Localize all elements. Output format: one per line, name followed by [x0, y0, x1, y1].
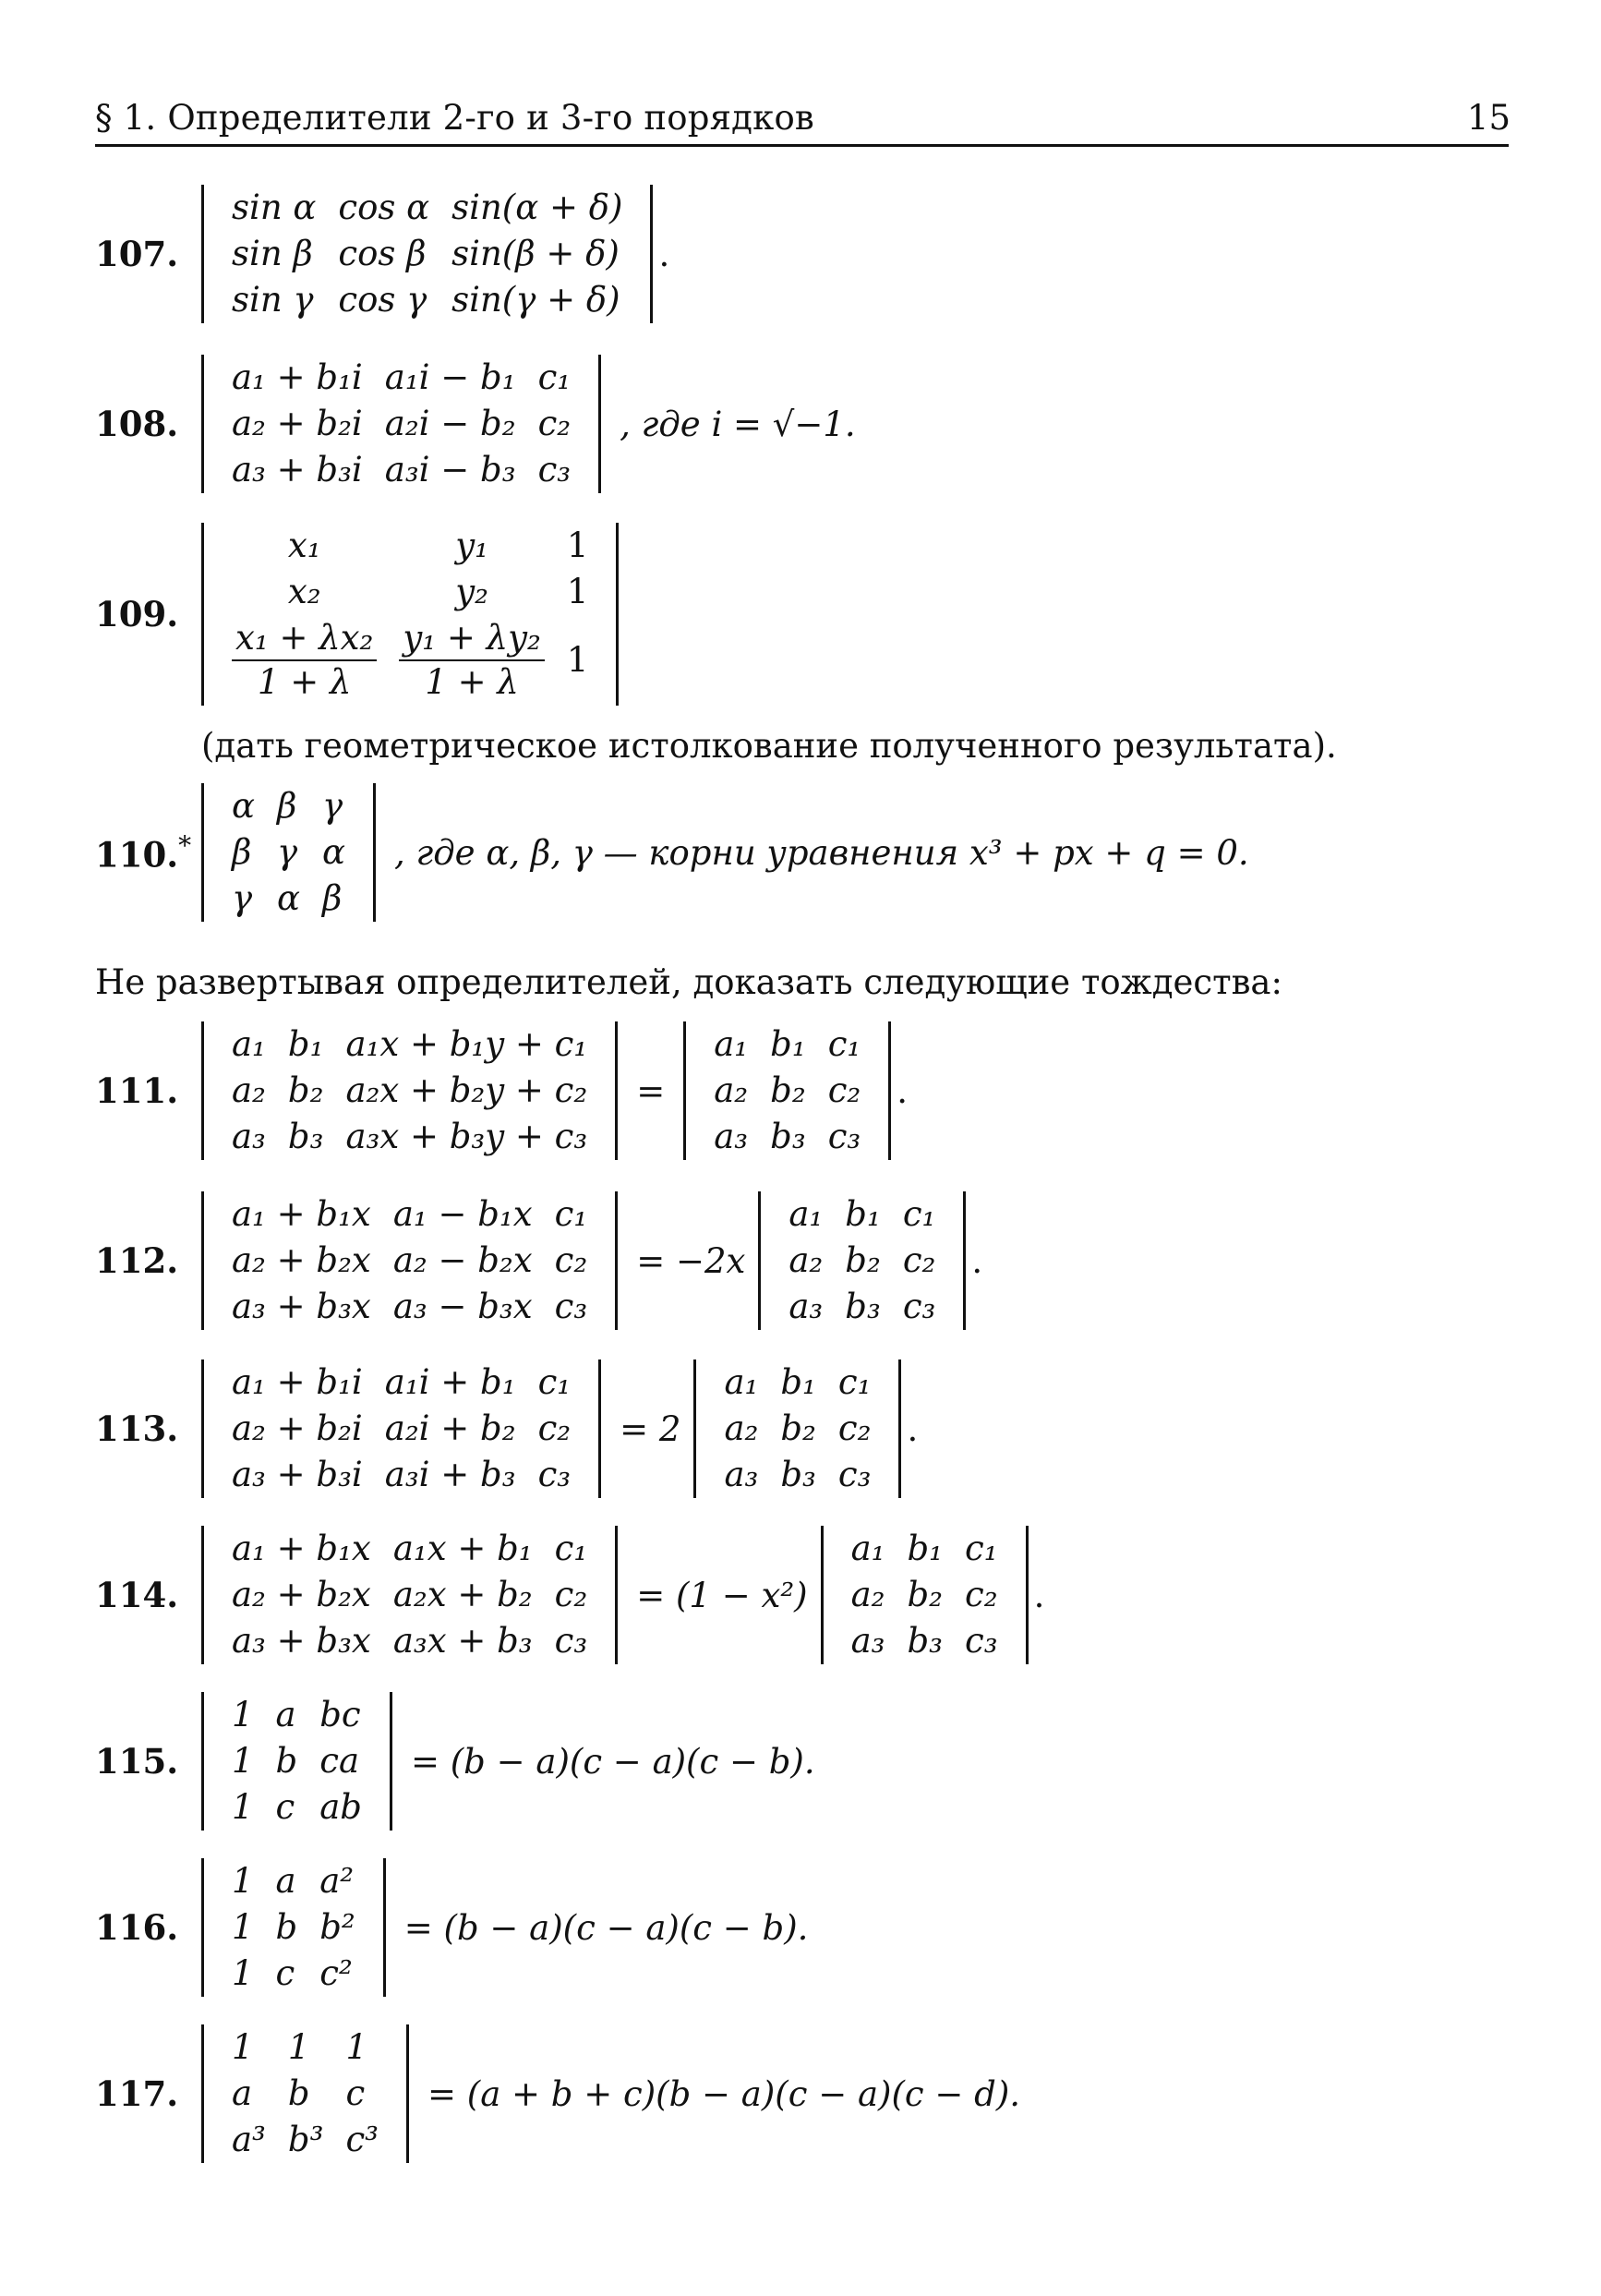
matrix-cell: c₁: [827, 1024, 861, 1064]
problem-110: [95, 783, 1249, 922]
matrix-cell: γ: [277, 832, 298, 872]
matrix-113-right: [713, 1359, 882, 1498]
matrix-cell: ca: [319, 1741, 360, 1781]
problem-115: [95, 1692, 815, 1831]
matrix-row: [221, 2117, 390, 2163]
matrix-row: [221, 1904, 367, 1951]
matrix-row: [221, 1238, 598, 1284]
problem-107: [95, 185, 669, 323]
matrix-cell: a₁ + b₁x: [232, 1529, 371, 1568]
header-rule: [95, 144, 1509, 147]
matrix-cell: bc: [319, 1695, 361, 1734]
matrix-row: [840, 1526, 1009, 1572]
problem-117: [95, 2024, 1020, 2163]
matrix-cell: a₂ + b₂x: [232, 1575, 371, 1614]
cell: 1: [566, 572, 589, 611]
matrix-cell: b₁: [845, 1194, 881, 1234]
matrix-row: [221, 1114, 598, 1160]
matrix-row: [840, 1572, 1009, 1618]
problem-116: [95, 1858, 808, 1997]
identity-rhs: = (b − a)(c − a)(c − b).: [410, 1741, 815, 1782]
matrix-cell: c₃: [837, 1455, 872, 1494]
matrix-cell: 1: [232, 2027, 254, 2067]
matrix-cell: cos γ: [338, 280, 427, 320]
matrix-cell: b: [287, 2073, 310, 2113]
matrix-cell: a: [232, 2073, 253, 2113]
cell: y₂: [455, 572, 488, 611]
running-header-title: § 1. Определители 2-го и 3-го порядков: [95, 98, 814, 138]
matrix-cell: a³: [232, 2120, 266, 2159]
matrix-cell: cos β: [338, 234, 427, 273]
matrix-cell: c: [275, 1787, 295, 1827]
problem-111: [95, 1021, 908, 1160]
matrix-cell: β: [232, 832, 252, 872]
matrix-cell: b₂: [780, 1408, 816, 1448]
problem-number: 116.: [95, 1907, 179, 1948]
matrix-cell: a₃ − b₃x: [392, 1287, 533, 1326]
matrix-112-left: [221, 1191, 598, 1330]
problem-114: [95, 1526, 1044, 1664]
determinant: [201, 783, 376, 922]
matrix-107: [221, 185, 633, 323]
matrix-cell: sin β: [232, 234, 313, 273]
matrix-row: [221, 1951, 367, 1997]
matrix-row: [221, 1021, 598, 1068]
determinant-left: [201, 1526, 618, 1664]
matrix-row: [713, 1406, 882, 1452]
determinant-left: [201, 1359, 601, 1498]
matrix-cell: a₂: [850, 1575, 885, 1614]
matrix-row: [777, 1238, 946, 1284]
matrix-cell: c: [345, 2073, 366, 2113]
matrix-cell: b₃: [287, 1117, 324, 1156]
matrix-cell: a₁: [724, 1362, 759, 1402]
matrix-row: [221, 231, 633, 277]
determinant-right: [758, 1191, 966, 1330]
matrix-cell: c²: [319, 1953, 353, 1993]
matrix-cell: a₁x + b₁: [392, 1529, 533, 1568]
matrix-cell: cos α: [338, 187, 430, 227]
determinant-right: [683, 1021, 891, 1160]
matrix-row: [221, 1526, 598, 1572]
matrix-cell: a₃x + b₃: [392, 1621, 533, 1661]
matrix-cell: a₁i − b₁: [384, 357, 516, 397]
fraction-numerator: y₁ + λy₂: [399, 619, 544, 661]
matrix-row: [777, 1191, 946, 1238]
matrix-112-right: [777, 1191, 946, 1330]
matrix-cell: a₂i − b₂: [384, 404, 516, 443]
matrix-cell: a₂i + b₂: [384, 1408, 516, 1448]
matrix-cell: c₃: [827, 1117, 861, 1156]
matrix-cell: a₂ − b₂x: [392, 1240, 533, 1280]
matrix-114-left: [221, 1526, 598, 1664]
matrix-row: [221, 1452, 582, 1498]
matrix-cell: 1: [345, 2027, 367, 2067]
matrix-cell: a₁ + b₁i: [232, 1362, 363, 1402]
fraction-denominator: 1 + λ: [257, 662, 352, 702]
matrix-cell: c: [275, 1953, 295, 1993]
problem-109-note: (дать геометрическое истолкование полученного результата).: [201, 726, 1337, 766]
matrix-row: [221, 1858, 367, 1904]
matrix-cell: a₃: [850, 1621, 885, 1661]
matrix-cell: a₁i + b₁: [384, 1362, 516, 1402]
matrix-cell: ab: [319, 1787, 362, 1827]
trailing-period: .: [897, 1070, 909, 1111]
matrix-cell: b₁: [287, 1024, 324, 1064]
matrix-cell: c₂: [837, 1408, 872, 1448]
matrix-cell: 1: [232, 1787, 254, 1827]
matrix-cell: c₁: [554, 1529, 588, 1568]
trailing-period: .: [658, 234, 670, 274]
matrix-cell: a₃: [232, 1117, 266, 1156]
matrix-cell: a₂: [724, 1408, 759, 1448]
matrix-115: [221, 1692, 373, 1831]
matrix-110: [221, 783, 356, 922]
matrix-cell: sin(α + δ): [451, 187, 623, 227]
matrix-cell: a₂ + b₂i: [232, 404, 363, 443]
determinant-left: [201, 1021, 618, 1160]
equals-factor: = 2: [620, 1408, 681, 1449]
matrix-cell: a₃ + b₃i: [232, 450, 363, 489]
problem-number: 112.: [95, 1240, 179, 1281]
matrix-cell: a₂: [788, 1240, 824, 1280]
matrix-cell: b³: [287, 2120, 324, 2159]
matrix-cell: a₂: [714, 1070, 749, 1110]
matrix-111-right: [703, 1021, 872, 1160]
matrix-cell: a₂ + b₂x: [232, 1240, 371, 1280]
matrix-cell: a₃ + b₃x: [232, 1621, 371, 1661]
trailing-period: .: [971, 1240, 983, 1281]
matrix-row: [221, 1406, 582, 1452]
problem-number: 117.: [95, 2073, 179, 2114]
matrix-row: [221, 1284, 598, 1330]
cell: 1: [566, 526, 589, 565]
matrix-cell: a₂ + b₂i: [232, 1408, 363, 1448]
determinant-left: [201, 1191, 618, 1330]
matrix-cell: a₁: [850, 1529, 885, 1568]
matrix-cell: b₂: [845, 1240, 881, 1280]
equals-factor: = (1 − x²): [636, 1575, 808, 1615]
problem-number: 110.*: [95, 829, 192, 876]
condition-text: , где i = √−1.: [620, 404, 856, 444]
matrix-row: [221, 1191, 598, 1238]
matrix-cell: a₃: [788, 1287, 824, 1326]
matrix-cell: α: [322, 832, 345, 872]
matrix-cell: a₃ + b₃i: [232, 1455, 363, 1494]
matrix-row: [221, 783, 356, 829]
page-number: 15: [1466, 98, 1511, 138]
determinant: [201, 1858, 386, 1997]
matrix-cell: γ: [322, 786, 343, 826]
matrix-cell: b₂: [287, 1070, 324, 1110]
matrix-row: [221, 1692, 373, 1738]
matrix-cell: 1: [232, 1695, 254, 1734]
matrix-row: [221, 876, 356, 922]
fraction-cell: [221, 615, 388, 706]
matrix-cell: 1: [232, 1861, 254, 1901]
matrix-cell: a₂: [232, 1070, 266, 1110]
matrix-row: [221, 401, 582, 447]
matrix-114-right: [840, 1526, 1009, 1664]
matrix-cell: c₃: [554, 1621, 588, 1661]
matrix-cell: b₃: [770, 1117, 806, 1156]
matrix-cell: a₁ + b₁x: [232, 1194, 371, 1234]
problem-number: 107.: [95, 234, 179, 274]
star-mark: *: [178, 829, 192, 861]
matrix-cell: a₂x + b₂: [392, 1575, 533, 1614]
matrix-cell: β: [322, 878, 343, 918]
matrix-row: [221, 185, 633, 231]
matrix-cell: γ: [232, 878, 253, 918]
fraction-denominator: 1 + λ: [425, 662, 519, 702]
matrix-cell: c₁: [902, 1194, 936, 1234]
matrix-cell: a: [275, 1861, 296, 1901]
matrix-cell: c₂: [827, 1070, 861, 1110]
problem-number: 115.: [95, 1741, 179, 1782]
problem-number: 111.: [95, 1070, 179, 1111]
matrix-row: [713, 1359, 882, 1406]
matrix-117: [221, 2024, 390, 2163]
cell: 1: [566, 640, 589, 680]
trailing-period: .: [1033, 1575, 1045, 1615]
matrix-row: [703, 1114, 872, 1160]
matrix-cell: c₁: [837, 1362, 872, 1402]
determinant-right: [693, 1359, 901, 1498]
matrix-cell: b₃: [907, 1621, 944, 1661]
matrix-cell: a₃ + b₃x: [232, 1287, 371, 1326]
cell: x₁: [287, 526, 321, 565]
matrix-cell: b₁: [780, 1362, 816, 1402]
matrix-cell: c₁: [965, 1529, 998, 1568]
cell: y₁: [455, 526, 488, 565]
matrix-cell: b₂: [770, 1070, 806, 1110]
matrix-row: [221, 1068, 598, 1114]
matrix-cell: b: [275, 1907, 298, 1947]
matrix-cell: β: [277, 786, 297, 826]
matrix-cell: c₁: [537, 1362, 572, 1402]
cell: x₂: [287, 572, 321, 611]
matrix-cell: α: [232, 786, 255, 826]
matrix-row: [221, 277, 633, 323]
matrix-row: [221, 447, 582, 493]
condition-text: , где α, β, γ — корни уравнения x³ + px + q = 0.: [394, 832, 1249, 873]
problem-113: [95, 1359, 918, 1498]
matrix-row: [221, 1784, 373, 1831]
matrix-cell: b: [275, 1741, 298, 1781]
matrix-cell: c₂: [537, 404, 572, 443]
matrix-row: [840, 1618, 1009, 1664]
problem-number: 108.: [95, 404, 179, 444]
section-intro: Не развертывая определителей, доказать следующие тождества:: [95, 962, 1282, 1002]
matrix-row: [221, 2071, 390, 2117]
matrix-116: [221, 1858, 367, 1997]
problem-number: 114.: [95, 1575, 179, 1615]
matrix-cell: c₂: [554, 1575, 588, 1614]
matrix-cell: c₂: [537, 1408, 572, 1448]
problem-112: [95, 1191, 982, 1330]
matrix-cell: a₁x + b₁y + c₁: [345, 1024, 588, 1064]
matrix-cell: 1: [232, 1741, 254, 1781]
determinant: [201, 523, 619, 706]
matrix-cell: b²: [319, 1907, 355, 1947]
matrix-cell: a₃: [724, 1455, 759, 1494]
matrix-cell: a₃x + b₃y + c₃: [345, 1117, 588, 1156]
matrix-cell: c₃: [554, 1287, 588, 1326]
equals-sign: =: [636, 1070, 666, 1111]
identity-rhs: = (a + b + c)(b − a)(c − a)(c − d).: [427, 2073, 1021, 2114]
matrix-cell: c₂: [965, 1575, 998, 1614]
matrix-cell: b₃: [780, 1455, 816, 1494]
matrix-cell: c³: [345, 2120, 379, 2159]
matrix-cell: sin γ: [232, 280, 314, 320]
matrix-cell: 1: [232, 1953, 254, 1993]
matrix-cell: α: [277, 878, 300, 918]
matrix-cell: c₁: [554, 1194, 588, 1234]
matrix-cell: sin(γ + δ): [451, 280, 620, 320]
problem-number: 109.: [95, 594, 179, 634]
problem-109: [95, 523, 619, 706]
fraction-cell: [388, 615, 555, 706]
matrix-cell: a²: [319, 1861, 355, 1901]
problem-number: 113.: [95, 1408, 179, 1449]
matrix-cell: b₁: [770, 1024, 806, 1064]
matrix-cell: a₁: [714, 1024, 749, 1064]
equals-factor: = −2x: [636, 1240, 746, 1281]
determinant: [201, 1692, 392, 1831]
determinant: [201, 355, 601, 493]
determinant: [201, 185, 653, 323]
matrix-row: [221, 1738, 373, 1784]
matrix-cell: a₃: [714, 1117, 749, 1156]
problem-108: [95, 355, 856, 493]
determinant-right: [821, 1526, 1029, 1664]
matrix-cell: a₁: [232, 1024, 266, 1064]
matrix-cell: b₃: [845, 1287, 881, 1326]
matrix-cell: a₂x + b₂y + c₂: [345, 1070, 588, 1110]
fraction-numerator: x₁ + λx₂: [232, 619, 377, 661]
matrix-row: [703, 1068, 872, 1114]
matrix-row: [221, 829, 356, 876]
matrix-row: [777, 1284, 946, 1330]
matrix-cell: a₁: [788, 1194, 824, 1234]
matrix-cell: sin α: [232, 187, 317, 227]
matrix-row: [703, 1021, 872, 1068]
determinant: [201, 2024, 409, 2163]
matrix-cell: a: [275, 1695, 296, 1734]
matrix-cell: a₃i − b₃: [384, 450, 516, 489]
matrix-cell: a₃i + b₃: [384, 1455, 516, 1494]
matrix-cell: 1: [287, 2027, 310, 2067]
matrix-cell: sin(β + δ): [451, 234, 620, 273]
matrix-row: [221, 1618, 598, 1664]
matrix-cell: a₁ − b₁x: [392, 1194, 533, 1234]
matrix-row: [221, 2024, 390, 2071]
matrix-cell: a₁ + b₁i: [232, 357, 363, 397]
matrix-cell: c₃: [965, 1621, 998, 1661]
matrix-cell: c₃: [902, 1287, 936, 1326]
matrix-cell: c₃: [537, 1455, 572, 1494]
matrix-row: [221, 1359, 582, 1406]
matrix-row: [713, 1452, 882, 1498]
matrix-108: [221, 355, 582, 493]
matrix-cell: 1: [232, 1907, 254, 1947]
matrix-cell: b₂: [907, 1575, 944, 1614]
identity-rhs: = (b − a)(c − a)(c − b).: [403, 1907, 809, 1948]
matrix-cell: c₂: [554, 1240, 588, 1280]
trailing-period: .: [907, 1408, 919, 1449]
matrix-cell: c₁: [537, 357, 572, 397]
matrix-113-left: [221, 1359, 582, 1498]
matrix-111-left: [221, 1021, 598, 1160]
matrix-cell: b₁: [907, 1529, 944, 1568]
matrix-row: [221, 355, 582, 401]
matrix-row: [221, 1572, 598, 1618]
matrix-cell: c₃: [537, 450, 572, 489]
matrix-cell: c₂: [902, 1240, 936, 1280]
matrix-109: [221, 523, 599, 706]
